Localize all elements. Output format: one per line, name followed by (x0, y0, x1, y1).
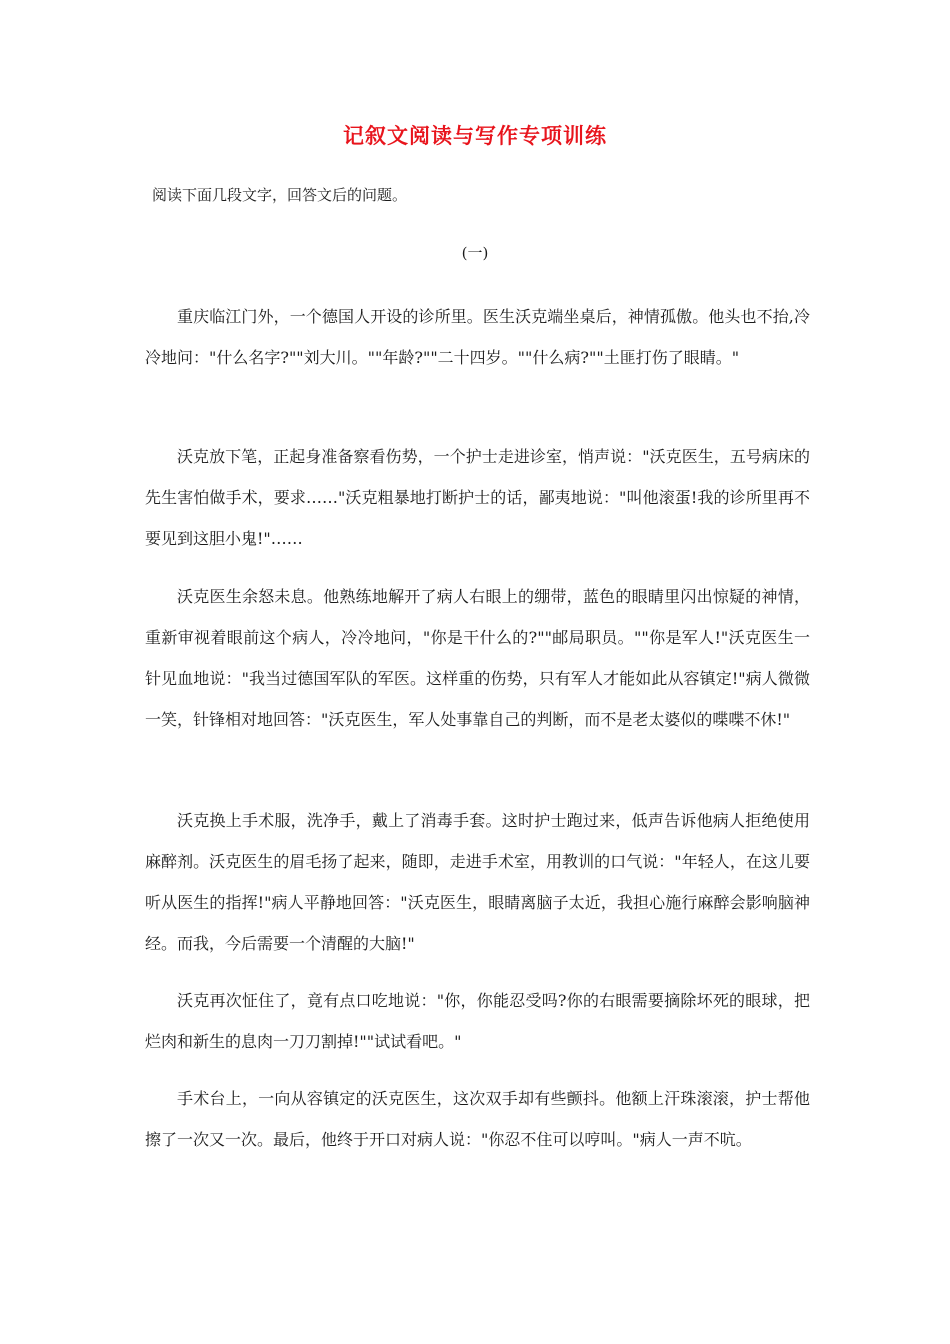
paragraph: 重庆临江门外，一个德国人开设的诊所里。医生沃克端坐桌后，神情孤傲。他头也不抬,冷冷地问："什么名字?""刘大川。""年龄?""二十四岁。""什么病?""土匪打伤了眼睛。" (145, 307, 810, 367)
paragraph: 沃克再次怔住了，竟有点口吃地说："你，你能忍受吗?你的右眼需要摘除坏死的眼球，把烂肉和新生的息肉一刀刀割掉!""试试看吧。" (145, 991, 810, 1051)
paragraph: 沃克医生余怒未息。他熟练地解开了病人右眼上的绷带，蓝色的眼睛里闪出惊疑的神情，重新审视着眼前这个病人，冷冷地问，"你是干什么的?""邮局职员。""你是军人!"沃克医生一针见血地说："我当过德国军队的军医。这样重的伤势，只有军人才能如此从容镇定!"病人微微一笑，针锋相对地回答："沃克医生，军人处事靠自己的判断，而不是老太婆似的喋喋不休!" (145, 587, 810, 729)
paragraph: 沃克放下笔，正起身准备察看伤势，一个护士走进诊室，悄声说："沃克医生，五号病床的先生害怕做手术，要求……"沃克粗暴地打断护士的话，鄙夷地说："叫他滚蛋!我的诊所里再不要见到这胆小鬼!"…… (145, 447, 810, 548)
reading-instruction: 阅读下面几段文字，回答文后的问题。 (152, 186, 408, 204)
paragraph: 手术台上，一向从容镇定的沃克医生，这次双手却有些颤抖。他额上汗珠滚滚，护士帮他擦了一次又一次。最后，他终于开口对病人说："你忍不住可以哼叫。"病人一声不吭。 (145, 1089, 810, 1149)
section-label: (一) (461, 244, 489, 262)
paragraph: 沃克换上手术服，洗净手，戴上了消毒手套。这时护士跑过来，低声告诉他病人拒绝使用麻醉剂。沃克医生的眉毛扬了起来，随即，走进手术室，用教训的口气说："年轻人，在这儿要听从医生的指挥!"病人平静地回答："沃克医生，眼睛离脑子太近，我担心施行麻醉会影响脑神经。而我，今后需要一个清醒的大脑!" (145, 811, 810, 953)
document-title: 记叙文阅读与写作专项训练 (343, 123, 607, 148)
